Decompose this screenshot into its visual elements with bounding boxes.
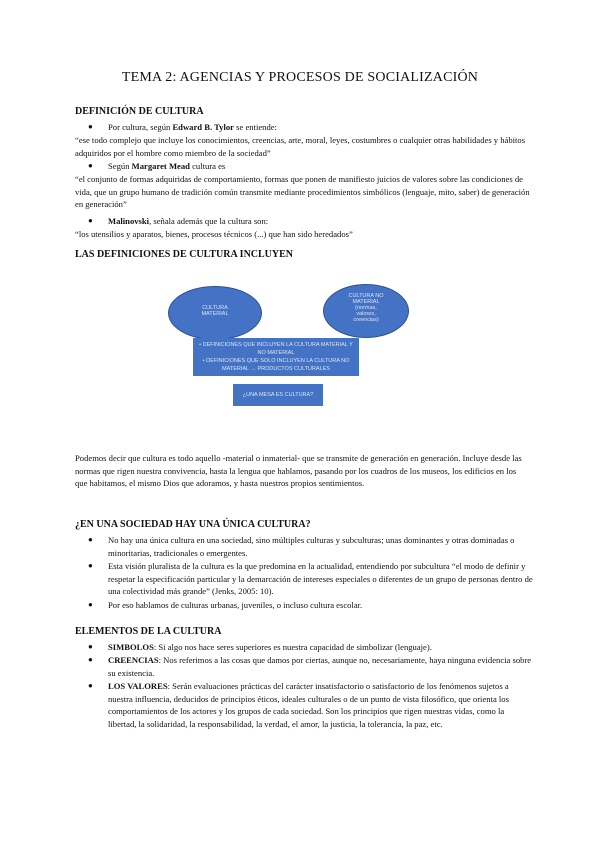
bullet-icon: ● — [88, 681, 93, 690]
quote-mead: “el conjunto de formas adquiridas de comportamiento, formas que ponen de manifiesto juicios de valores sobre las condiciones de vida, que un grupo humano de tradición común transmite mediante procedimientos simbólicos (lenguaje, mito, saber) de generación en generación” — [75, 174, 530, 210]
bullet-vision-pluralista: Esta visión pluralista de la cultura es la que predomina en la actualidad, entendiendo por subcultura “el modo de definir y respetar la especificación particular y la demarcación de intereses especiales o diferentes de un grupo de personas dentro de una colectividad más grande” (Jenks, 2005: 10). — [108, 561, 533, 597]
bullet-mead: Según Margaret Mead cultura es — [108, 161, 226, 171]
heading-definicion-cultura: DEFINICIÓN DE CULTURA — [75, 106, 204, 117]
bullet-valores: LOS VALORES: Serán evaluaciones prácticas del carácter insatisfactorio o satisfactorio de los fenómenos sujetos a nuestra influencia, deducidos de principios éticos, ideales culturales o de un punto de vista filosófico, que orienta los comportamientos de los actores y los grupos de cada sociedad. Son los principios que rigen nuestras vidas, como la libertad, la solidaridad, la responsabilidad, la verdad, el amor, la justicia, la tolerancia, la paz, etc. — [108, 681, 509, 729]
quote-tylor: “ese todo complejo que incluye los conocimientos, creencias, arte, moral, leyes, costumbres o cualquier otras habilidades y hábitos adquiridos por el hombre como miembro de la sociedad” — [75, 135, 526, 158]
page-title: TEMA 2: AGENCIAS Y PROCESOS DE SOCIALIZACIÓN — [121, 70, 479, 85]
heading-unica-cultura: ¿EN UNA SOCIEDAD HAY UNA ÚNICA CULTURA? — [75, 519, 311, 530]
oval-cultura-material: CULTURA MATERIAL — [168, 286, 262, 340]
paragraph-cultura-transmite: Podemos decir que cultura es todo aquello -material o inmaterial- que se transmite de generación en generación. Incluye desde las normas que rigen nuestra convivencia, hasta la lengua que hablamos, pasando por los cuadros de los museos, los edificios en los que habitamos, el mismo Dios que adoramos, y hasta nuestros propios sentimientos. — [75, 453, 522, 489]
quote-malinovski: “los utensilios y aparatos, bienes, procesos técnicos (...) que han sido heredados” — [75, 229, 353, 239]
bullet-culturas-urbanas: Por eso hablamos de culturas urbanas, juveniles, o incluso cultura escolar. — [108, 600, 363, 610]
bullet-malinovski: Malinovski, señala además que la cultura son: — [108, 216, 269, 226]
bullet-icon: ● — [88, 655, 93, 664]
oval-cultura-no-material: CULTURA NO MATERIAL (normas, valores, creencias) — [323, 284, 409, 338]
bullet-icon: ● — [88, 216, 93, 225]
culture-diagram — [165, 284, 425, 414]
bullet-icon: ● — [88, 561, 93, 570]
box-definiciones: • DEFINICIONES QUE INCLUYEN LA CULTURA MATERIAL Y NO MATERIAL • DEFINICIONES QUE SOLO INCLUYEN LA CULTURA NO MATERIAL → PRODUCTOS CULTURALES — [193, 338, 359, 376]
bullet-multiples-culturas: No hay una única cultura en una sociedad, sino múltiples culturas y subculturas; unas dominantes y otras dominadas o minoritarias, tradicionales o emergentes. — [108, 535, 515, 558]
bullet-icon: ● — [88, 642, 93, 651]
bullet-creencias: CREENCIAS: Nos referimos a las cosas que damos por ciertas, aunque no, necesariamente, haya ninguna evidencia sobre su existencia. — [108, 655, 532, 678]
bullet-icon: ● — [88, 600, 93, 609]
bullet-simbolos: SIMBOLOS: Si algo nos hace seres superiores es nuestra capacidad de simbolizar (lenguaje). — [108, 642, 432, 652]
bullet-tylor: Por cultura, según Edward B. Tylor se entiende: — [108, 122, 277, 132]
bullet-icon: ● — [88, 535, 93, 544]
heading-elementos-cultura: ELEMENTOS DE LA CULTURA — [75, 626, 222, 637]
heading-definiciones-incluyen: LAS DEFINICIONES DE CULTURA INCLUYEN — [75, 249, 294, 260]
box-una-mesa: ¿UNA MESA ES CULTURA? — [233, 384, 323, 406]
bullet-icon: ● — [88, 122, 93, 131]
bullet-icon: ● — [88, 161, 93, 170]
